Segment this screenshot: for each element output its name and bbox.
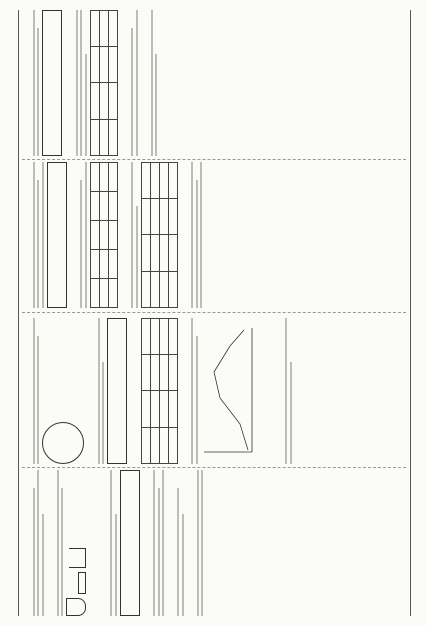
column-2 [22, 318, 406, 464]
data-table [141, 318, 178, 464]
line-chart [200, 324, 260, 464]
series-line [214, 330, 248, 450]
section-box [120, 470, 140, 616]
data-table [141, 162, 178, 308]
column-1 [22, 470, 406, 616]
column-divider [22, 159, 406, 160]
question-text [65, 10, 73, 156]
column-divider [22, 467, 406, 468]
section-box [47, 162, 67, 308]
data-table [90, 162, 118, 308]
question-text [181, 318, 189, 464]
question-text [70, 162, 78, 308]
question-text [22, 10, 30, 156]
question-text [121, 162, 129, 308]
column-divider [22, 312, 406, 313]
flask-shape [66, 598, 86, 616]
question-text [143, 470, 151, 616]
section-box [42, 10, 62, 156]
question-text [140, 10, 148, 156]
page-header [4, 10, 19, 616]
question-text [186, 470, 194, 616]
question-text [100, 470, 108, 616]
column-4 [22, 10, 406, 156]
apparatus-diagram [66, 470, 86, 616]
column-3 [22, 162, 406, 308]
answer-reference [160, 10, 168, 156]
table-caption [130, 318, 138, 464]
circle-diagram [42, 318, 84, 464]
question-text [22, 470, 30, 616]
question-text [167, 470, 175, 616]
question-text [121, 10, 129, 156]
diagram-caption [89, 470, 97, 616]
question-text [275, 318, 283, 464]
section-box [107, 318, 127, 464]
question-text [22, 318, 30, 464]
question-text [87, 318, 95, 464]
question-text [181, 162, 189, 308]
chart-caption [264, 318, 272, 464]
page-footer [410, 10, 423, 616]
data-table [90, 10, 118, 156]
beaker-shape [69, 548, 86, 568]
question-text [22, 162, 30, 308]
question-text [46, 470, 54, 616]
tube-shape [78, 572, 86, 594]
